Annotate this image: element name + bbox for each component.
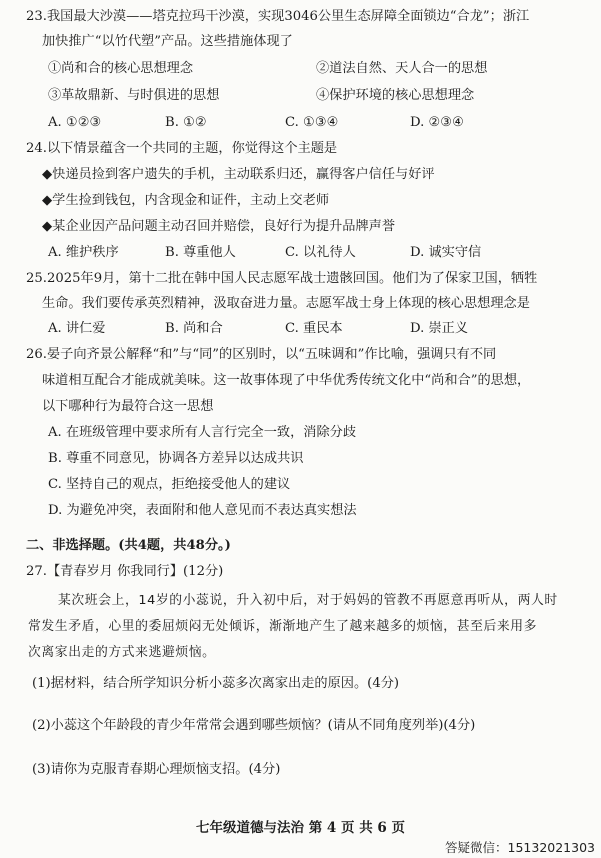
q26-stem-line2: 味道相互配合才能成就美味。这一故事体现了中华优秀传统文化中“尚和合”的思想， xyxy=(42,373,531,388)
q24-options xyxy=(48,244,568,262)
q25-options xyxy=(48,320,568,338)
q25-stem-line1: 25.2025年9月，第十二批在韩中国人民志愿军战士遗骸回国。他们为了保家卫国，牺牲 xyxy=(26,271,538,286)
q25-option-a: A. 讲仁爱 xyxy=(48,321,106,336)
q23-statement-3: ③革故鼎新、与时俱进的思想 xyxy=(48,88,220,103)
q23-option-b: B. ①② xyxy=(165,115,207,130)
q23-stem-line1: 23.我国最大沙漠——塔克拉玛干沙漠，实现3046公里生态屏障全面锁边“合龙”；浙江 xyxy=(26,9,530,24)
q23-statement-4: ④保护环境的核心思想理念 xyxy=(316,88,475,103)
q26-option-a: A. 在班级管理中要求所有人言行完全一致，消除分歧 xyxy=(48,425,357,440)
q27-title: 27.【青春岁月 你我同行】(12分) xyxy=(26,564,224,579)
q23-option-d: D. ②③④ xyxy=(410,115,464,130)
q24-scenario-1: ◆快递员捡到客户遗失的手机，主动联系归还，赢得客户信任与好评 xyxy=(42,167,435,182)
q24-option-b: B. 尊重他人 xyxy=(165,245,236,260)
q27-material-line2: 常发生矛盾，心里的委屈烦闷无处倾诉，渐渐地产生了越来越多的烦恼，甚至后来用多 xyxy=(28,619,538,634)
q23-option-c: C. ①③④ xyxy=(285,115,339,130)
q24-option-a: A. 维护秩序 xyxy=(48,245,119,260)
q24-scenario-2: ◆学生捡到钱包，内含现金和证件，主动上交老师 xyxy=(42,193,330,208)
q26-option-c: C. 坚持自己的观点，拒绝接受他人的建议 xyxy=(48,477,291,492)
q26-option-b: B. 尊重不同意见，协调各方差异以达成共识 xyxy=(48,451,304,466)
q25-option-b: B. 尚和合 xyxy=(165,321,223,336)
q24-option-d: D. 诚实守信 xyxy=(410,245,482,260)
q27-subquestion-3: (3)请你为克服青春期心理烦恼支招。(4分) xyxy=(32,762,281,777)
section-heading-nonchoice: 二、非选择题。(共4题，共48分。) xyxy=(26,538,231,553)
q26-stem-line1: 26.晏子向齐景公解释“和”与“同”的区别时，以“五味调和”作比喻，强调只有不同 xyxy=(26,347,497,362)
q25-option-d: D. 崇正义 xyxy=(410,321,469,336)
q23-stem-line2: 加快推广“以竹代塑”产品。这些措施体现了 xyxy=(42,34,293,49)
q23-statement-2: ②道法自然、天人合一的思想 xyxy=(316,61,488,76)
q25-option-c: C. 重民本 xyxy=(285,321,343,336)
q23-statements-row2 xyxy=(48,87,568,105)
q27-material-line1: 某次班会上，14岁的小蕊说，升入初中后，对于妈妈的管教不再愿意再听从，两人时 xyxy=(58,593,558,608)
q26-option-d: D. 为避免冲突，表面附和他人意见而不表达真实想法 xyxy=(48,503,357,518)
q27-subquestion-2: (2)小蕊这个年龄段的青少年常常会遇到哪些烦恼？(请从不同角度列举)(4分) xyxy=(32,718,476,733)
q23-option-a: A. ①②③ xyxy=(48,115,102,130)
q24-scenario-3: ◆某企业因产品问题主动召回并赔偿，良好行为提升品牌声誉 xyxy=(42,219,396,234)
q26-stem-line3: 以下哪种行为最符合这一思想 xyxy=(42,399,214,414)
contact-watermark: 答疑微信：15132021303 xyxy=(445,840,595,855)
q25-stem-line2: 生命。我们要传承英烈精神，汲取奋进力量。志愿军战士身上体现的核心思想理念是 xyxy=(42,296,530,311)
q23-statements-row1 xyxy=(48,60,568,78)
q27-material-line3: 次离家出走的方式来逃避烦恼。 xyxy=(28,645,216,660)
q23-options xyxy=(48,114,568,132)
page-footer: 七年级道德与法治 第 4 页 共 6 页 xyxy=(196,820,405,836)
q24-stem: 24.以下情景蕴含一个共同的主题，你觉得这个主题是 xyxy=(26,141,338,156)
q27-subquestion-1: (1)据材料，结合所学知识分析小蕊多次离家出走的原因。(4分) xyxy=(32,676,400,691)
q23-statement-1: ①尚和合的核心思想理念 xyxy=(48,61,194,76)
q24-option-c: C. 以礼待人 xyxy=(285,245,356,260)
